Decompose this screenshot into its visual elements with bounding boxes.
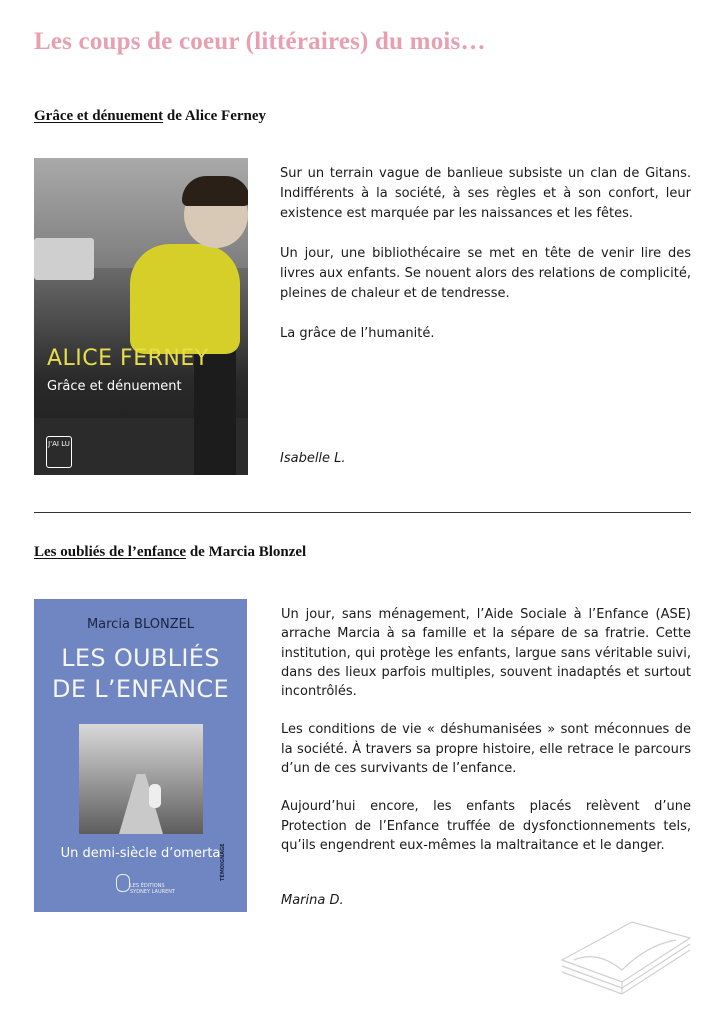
- paragraph: Les conditions de vie « déshumanisées » sont méconnues de la société. À travers sa propre histoire, elle retrace le parcours d’un de ces survivants de l’enfance.: [281, 722, 691, 777]
- publisher-logo-icon: [116, 874, 130, 892]
- cover-caravan: [34, 238, 94, 280]
- open-book-icon: [552, 920, 700, 1000]
- cover-photo-child: [149, 784, 161, 808]
- book-heading-1: [34, 108, 266, 125]
- cover-child-hair: [182, 176, 248, 206]
- book-description-1: [280, 164, 691, 364]
- paragraph: La grâce de l’humanité.: [280, 326, 435, 341]
- paragraph: Un jour, une bibliothécaire se met en tête de venir lire des livres aux enfants. Se nouent alors des relations de complicité, pleines de chaleur et de tendresse.: [280, 246, 691, 301]
- cover-subtitle: Un demi-siècle d’omerta: [60, 846, 221, 861]
- paragraph: Sur un terrain vague de banlieue subsiste un clan de Gitans. Indifférents à la société, à ses règles et à son confort, leur existence est marquée par les naissances et les fêtes.: [280, 166, 691, 221]
- book-title-1: Grâce et dénuement: [34, 108, 164, 124]
- cover-author: ALICE FERNEY: [47, 346, 209, 371]
- book-author-2: de Marcia Blonzel: [186, 544, 307, 560]
- paragraph: Un jour, sans ménagement, l’Aide Sociale à l’Enfance (ASE) arrache Marcia à sa famille et la sépare de sa fratrie. Cette institution, qui protège les enfants, largue sans véritable suivi, dans des lieux parfois multiples, souvent inadaptés et surtout incontrôlés.: [281, 607, 691, 700]
- cover-title: Grâce et dénuement: [47, 379, 182, 394]
- book-description-2: [281, 605, 691, 874]
- signature-2: Marina D.: [281, 893, 344, 908]
- paragraph: Aujourd’hui encore, les enfants placés relèvent d’une Protection de l’Enfance truffée de dysfonctionnements tels, qu’ils engendrent eux-mêmes la maltraitance et le danger.: [281, 799, 691, 853]
- book-title-2: Les oubliés de l’enfance: [34, 544, 187, 560]
- page-title: Les coups de coeur (littéraires) du mois…: [34, 28, 486, 55]
- section-divider: [34, 512, 691, 513]
- book-cover-1: [34, 158, 248, 475]
- cover-child-sweater: [130, 244, 240, 354]
- book-cover-2: [34, 599, 247, 912]
- cover-side-label: TÉMOIGNAGE: [220, 843, 226, 881]
- signature-1: Isabelle L.: [280, 451, 346, 466]
- cover-photo: [79, 724, 203, 834]
- cover-publisher: LES ÉDITIONS SYDNEY LAURENT: [130, 883, 176, 895]
- book-heading-2: [34, 544, 306, 561]
- book-author-1: de Alice Ferney: [163, 108, 267, 124]
- publisher-logo: J'AI LU: [46, 436, 72, 468]
- cover-title: LES OUBLIÉS DE L’ENFANCE: [52, 644, 229, 703]
- cover-author: Marcia BLONZEL: [86, 617, 195, 632]
